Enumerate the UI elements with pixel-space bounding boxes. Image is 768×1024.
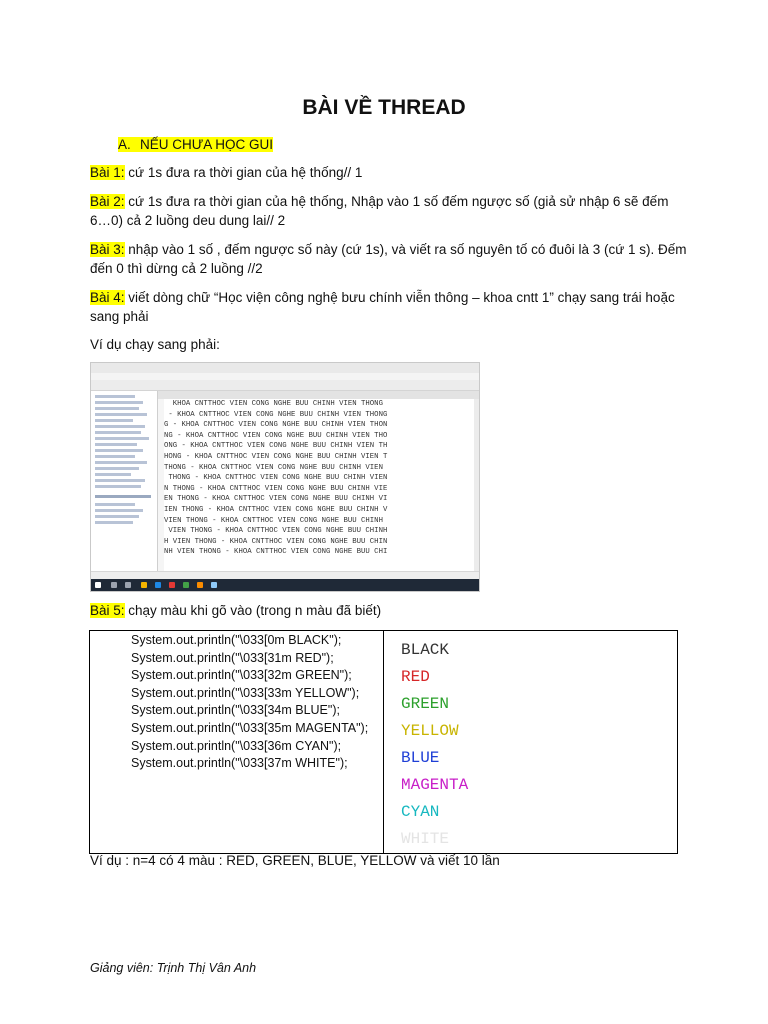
section-number: A. [118, 137, 131, 152]
code-cell [90, 631, 384, 854]
section-heading [118, 137, 273, 152]
folder-icon [141, 582, 147, 588]
ide-project-tree [91, 391, 158, 571]
ide-output-line: KHOA CNTTHOC VIEN CONG NGHE BUU CHINH VIEN THONG [164, 400, 383, 408]
code-line: System.out.println("\033[35m MAGENTA"); [131, 720, 369, 735]
ide-output-line: IEN THONG - KHOA CNTTHOC VIEN CONG NGHE BUU CHINH V [164, 505, 388, 514]
color-output-line: WHITE [401, 830, 450, 848]
ide-output-line: ONG - KHOA CNTTHOC VIEN CONG NGHE BUU CHINH VIEN TH [164, 442, 388, 451]
footer-author: Giảng viên: Trịnh Thị Vân Anh [90, 961, 257, 975]
ide-output-line: - KHOA CNTTHOC VIEN CONG NGHE BUU CHINH VIEN THONG [164, 410, 388, 419]
exercise-label: Bài 2: [90, 194, 125, 209]
exercise-label: Bài 4: [90, 290, 125, 305]
ide-output-text [164, 399, 387, 558]
code-line: System.out.println("\033[34m BLUE"); [131, 703, 340, 718]
exercise-4 [90, 288, 690, 326]
app-icon [169, 582, 175, 588]
code-lines [90, 631, 383, 773]
ide-output-line: H VIEN THONG - KHOA CNTTHOC VIEN CONG NGHE BUU CHIN [164, 537, 388, 546]
app-icon [183, 582, 189, 588]
ide-output-line: HONG - KHOA CNTTHOC VIEN CONG NGHE BUU CHINH VIEN T [164, 452, 388, 461]
code-line: System.out.println("\033[31m RED"); [131, 650, 334, 665]
exercise-label: Bài 3: [90, 242, 125, 257]
exercise-text: cứ 1s đưa ra thời gian của hệ thống// 1 [124, 165, 363, 180]
color-demo-table [89, 630, 678, 854]
exercise-text: nhập vào 1 số , đếm ngược số này (cứ 1s), và viết ra số nguyên tố có đuôi là 3 (cứ 1 s). Đếm đến 0 thì dừng cả 2 luồng //2 [90, 242, 687, 276]
ide-output-line: VIEN THONG - KHOA CNTTHOC VIEN CONG NGHE BUU CHINH [164, 527, 388, 536]
ide-output-line: NH VIEN THONG - KHOA CNTTHOC VIEN CONG NGHE BUU CHI [164, 548, 388, 557]
exercise-text: chạy màu khi gõ vào (trong n màu đã biết) [124, 603, 382, 618]
exercise-text: cứ 1s đưa ra thời gian của hệ thống, Nhập vào 1 số đếm ngược số (giả sử nhập 6 sẽ đếm 6…0) cả 2 luồng deu dung lai// 2 [90, 194, 669, 228]
task-view-icon [125, 582, 131, 588]
ide-output-line: THONG - KHOA CNTTHOC VIEN CONG NGHE BUU CHINH VIEN [164, 463, 383, 472]
ide-editor-tabs [158, 391, 479, 399]
example-label: Ví dụ chạy sang phải: [90, 337, 220, 352]
windows-taskbar [91, 579, 479, 591]
exercise-3 [90, 240, 690, 278]
exercise-5 [90, 601, 381, 620]
code-line: System.out.println("\033[36m CYAN"); [131, 738, 342, 753]
search-icon [111, 582, 117, 588]
ide-menu-bar [91, 373, 479, 380]
section-label: NẾU CHƯA HỌC GUI [140, 137, 274, 152]
exercise-2 [90, 192, 690, 230]
color-output-line: BLUE [401, 749, 440, 767]
color-output-lines [384, 631, 677, 853]
document-title: BÀI VỀ THREAD [302, 96, 466, 119]
ide-output-panel [158, 399, 474, 571]
output-cell [384, 631, 678, 854]
ide-output-line: THONG - KHOA CNTTHOC VIEN CONG NGHE BUU CHINH VIEN [164, 474, 388, 483]
netbeans-icon [211, 582, 217, 588]
start-icon [95, 582, 101, 588]
ide-output-line: N THONG - KHOA CNTTHOC VIEN CONG NGHE BUU CHINH VIE [164, 484, 388, 493]
section-heading-highlight [118, 137, 273, 152]
exercise-1 [90, 163, 690, 182]
ide-output-line: EN THONG - KHOA CNTTHOC VIEN CONG NGHE BUU CHINH VI [164, 495, 388, 504]
ide-output-line: G - KHOA CNTTHOC VIEN CONG NGHE BUU CHINH VIEN THON [164, 421, 388, 430]
color-output-line: BLACK [401, 641, 450, 659]
ide-screenshot [90, 362, 480, 592]
ide-output-line: VIEN THONG - KHOA CNTTHOC VIEN CONG NGHE BUU CHINH [164, 516, 383, 525]
code-line: System.out.println("\033[37m WHITE"); [131, 756, 348, 771]
color-output-line: YELLOW [401, 722, 459, 740]
exercise-text: viết dòng chữ “Học viện công nghệ bưu chính viễn thông – khoa cntt 1” chạy sang trái hoặc sang phải [90, 290, 675, 324]
app-icon [197, 582, 203, 588]
ide-toolbar [91, 380, 479, 391]
color-output-line: CYAN [401, 803, 440, 821]
color-output-line: RED [401, 668, 430, 686]
color-output-line: MAGENTA [401, 776, 469, 794]
code-line: System.out.println("\033[32m GREEN"); [131, 668, 352, 683]
ide-output-line: NG - KHOA CNTTHOC VIEN CONG NGHE BUU CHINH VIEN THO [164, 431, 388, 440]
edge-icon [155, 582, 161, 588]
exercise-label: Bài 5: [90, 603, 125, 618]
code-line: System.out.println("\033[33m YELLOW"); [131, 685, 360, 700]
ide-scrollbar [474, 399, 479, 571]
exercise-label: Bài 1: [90, 165, 125, 180]
code-line: System.out.println("\033[0m BLACK"); [131, 633, 342, 647]
color-output-line: GREEN [401, 695, 450, 713]
example-note: Ví dụ : n=4 có 4 màu : RED, GREEN, BLUE, YELLOW và viết 10 lần [90, 853, 500, 868]
